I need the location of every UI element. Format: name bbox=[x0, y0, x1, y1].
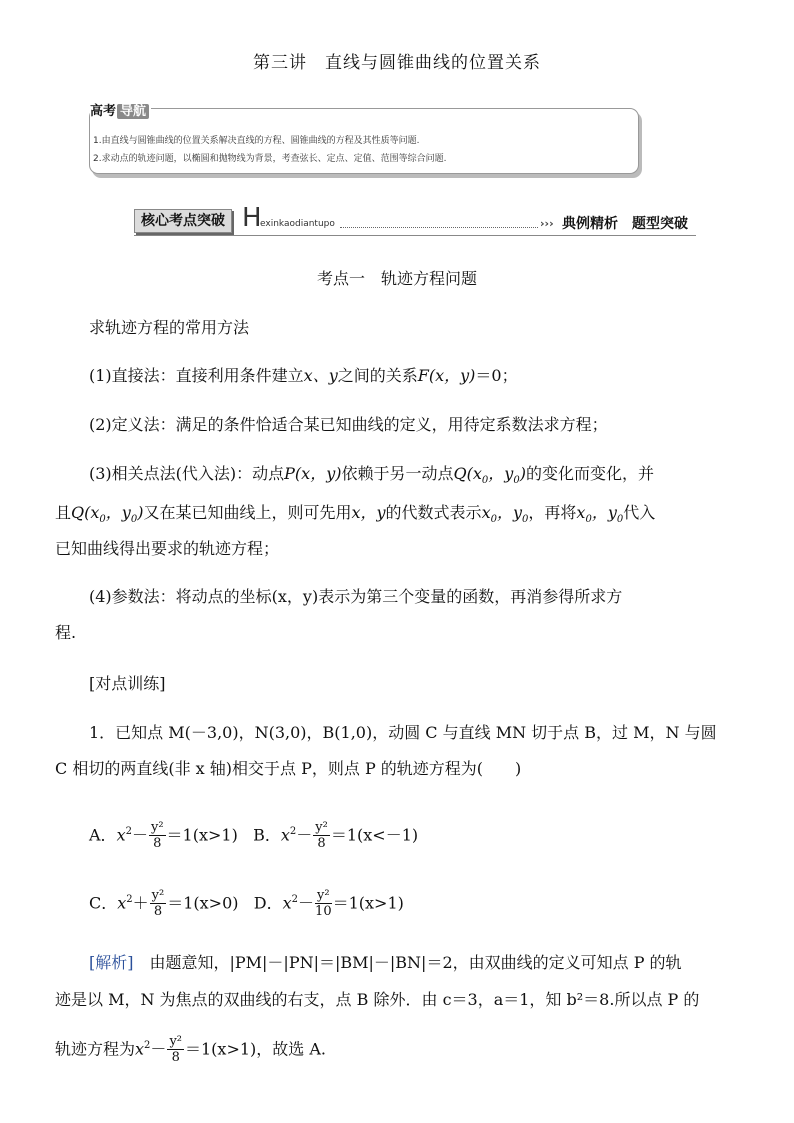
method-3-text-2: 依赖于另一动点 bbox=[341, 464, 454, 483]
option-c-cond: ＝1(x>0) bbox=[167, 893, 239, 913]
option-b-cond: ＝1(x<－1) bbox=[330, 825, 419, 845]
method-1-func: F(x，y) bbox=[417, 366, 476, 385]
analysis-label: [解析] bbox=[89, 953, 134, 972]
method-3-point-q: $Q(x_0$，$y_0$) bbox=[453, 464, 526, 487]
method-3-line-1 bbox=[89, 464, 779, 491]
method-3-x0y0: $x_0$，$y_0$ bbox=[481, 503, 529, 526]
practice-label: [对点训练] bbox=[89, 674, 166, 693]
option-a-num: y² bbox=[150, 820, 164, 836]
option-a-fraction bbox=[149, 820, 166, 851]
option-a-x2: x bbox=[116, 825, 126, 845]
analysis-text-3b: ＝1(x>1)，故选 A. bbox=[185, 1039, 327, 1059]
option-d-x2: x bbox=[282, 893, 292, 913]
method-1-vars: x、y bbox=[303, 366, 338, 385]
method-3-text-3: 的变化而变化，并 bbox=[525, 464, 654, 483]
option-b-label: B． bbox=[253, 825, 281, 845]
option-c-den: 8 bbox=[153, 904, 163, 920]
analysis-text-3a: 轨迹方程为 bbox=[55, 1039, 136, 1059]
analysis-num: y² bbox=[169, 1034, 182, 1050]
question-line-2: C 相切的两直线(非 x 轴)相交于点 P，则点 P 的轨迹方程为( ) bbox=[55, 759, 522, 778]
exam-guide-tag bbox=[90, 100, 151, 119]
analysis-x2: x bbox=[135, 1039, 145, 1059]
option-d-label: D． bbox=[253, 893, 283, 913]
banner-letter: H bbox=[242, 203, 262, 233]
option-d-num: y² bbox=[317, 888, 330, 904]
analysis-line-1 bbox=[89, 953, 779, 973]
banner-right-label: 典例精析 题型突破 bbox=[562, 216, 688, 232]
question-line-1: 1．已知点 M(－3,0)，N(3,0)，B(1,0)，动圆 C 与直线 MN 切于点 B，过 M，N 与圆 bbox=[89, 723, 717, 742]
method-3-xy: x，y bbox=[351, 503, 386, 522]
methods-intro: 求轨迹方程的常用方法 bbox=[89, 318, 250, 337]
section-heading: 考点一 轨迹方程问题 bbox=[316, 269, 477, 288]
method-3-x0y0-2: $x_0$，$y_0$ bbox=[576, 503, 624, 526]
method-3-text: (3)相关点法(代入法)：动点 bbox=[89, 464, 285, 483]
banner-arrows: ››› bbox=[540, 217, 554, 230]
method-3-point-p: P(x，y) bbox=[284, 464, 342, 483]
method-3-line-3: 已知曲线得出要求的轨迹方程； bbox=[55, 539, 280, 558]
banner-underline bbox=[134, 235, 696, 236]
method-4-line-1: (4)参数法：将动点的坐标(x，y)表示为第三个变量的函数，再消参得所求方 bbox=[89, 587, 623, 606]
method-1-text: (1)直接法：直接利用条件建立 bbox=[89, 366, 304, 385]
option-c-label: C． bbox=[89, 893, 118, 913]
method-2: (2)定义法：满足的条件恰适合某已知曲线的定义，用待定系数法求方程； bbox=[89, 415, 608, 434]
banner-left-label: 核心考点突破 bbox=[134, 209, 232, 233]
guide-tag-left: 高考 bbox=[90, 104, 117, 119]
method-3-point-q-2: $Q(x_0$，$y_0$) bbox=[71, 503, 144, 526]
method-1-text-2: 之间的关系 bbox=[337, 366, 418, 385]
options-row-2: C．$x^2+$ $\frac{\text{y²}}{8}$ ＝1(x>0) D．$x^2-$ $\frac{\text{y²}}{10}$ ＝1(x>1) bbox=[89, 888, 404, 920]
analysis-line-3: 轨迹方程为$x^2-$ $\frac{\text{y²}}{8}$ ＝1(x>1)，故选 A. bbox=[55, 1034, 327, 1066]
option-a-den: 8 bbox=[153, 836, 162, 852]
method-4-line-2: 程. bbox=[55, 623, 77, 642]
method-3-text-5: 又在某已知曲线上，则可先用 bbox=[143, 503, 352, 522]
option-d-fraction bbox=[315, 888, 332, 919]
analysis-line-2: 迹是以 M，N 为焦点的双曲线的右支，点 B 除外．由 c＝3，a＝1，知 b²＝8.所以点 P 的 bbox=[55, 990, 700, 1009]
core-banner bbox=[134, 203, 696, 235]
method-3-text-8: 代入 bbox=[623, 503, 656, 522]
analysis-text-1: 由题意知，|PM|－|PN|＝|BM|－|BN|＝2，由双曲线的定义可知点 P 的轨 bbox=[133, 953, 682, 972]
option-b-num: y² bbox=[315, 820, 328, 836]
option-c-fraction bbox=[150, 888, 167, 919]
method-3-line-2 bbox=[55, 503, 745, 530]
analysis-den: 8 bbox=[171, 1050, 180, 1066]
options-row-1: A．$x^2-$ $\frac{\text{y²}}{8}$ ＝1(x>1) B．$x^2-$ $\frac{\text{y²}}{8}$ ＝1(x<－1) bbox=[89, 820, 419, 852]
option-d-cond: ＝1(x>1) bbox=[332, 893, 404, 913]
analysis-fraction bbox=[167, 1034, 184, 1065]
page-title: 第三讲 直线与圆锥曲线的位置关系 bbox=[253, 53, 541, 73]
option-a-label: A． bbox=[89, 825, 117, 845]
guide-tag-right: 导航 bbox=[117, 104, 149, 119]
option-d-den: 10 bbox=[315, 904, 332, 920]
option-b-den: 8 bbox=[317, 836, 326, 852]
option-a-cond: ＝1(x>1) bbox=[166, 825, 238, 845]
method-3-text-4: 且 bbox=[55, 503, 72, 522]
method-1 bbox=[89, 366, 779, 386]
guide-line-2: 2.求动点的轨迹问题，以椭圆和抛物线为背景，考查弦长、定点、定值、范围等综合问题. bbox=[93, 154, 447, 164]
method-3-text-6: 的代数式表示 bbox=[385, 503, 482, 522]
option-b-x2: x bbox=[280, 825, 290, 845]
banner-pinyin: exinkaodiantupo bbox=[260, 219, 335, 229]
method-3-text-7: ，再将 bbox=[528, 503, 577, 522]
guide-line-1: 1.由直线与圆锥曲线的位置关系解决直线的方程、圆锥曲线的方程及其性质等问题. bbox=[93, 136, 420, 146]
option-b-fraction bbox=[313, 820, 330, 851]
method-1-text-3: ＝0； bbox=[475, 366, 518, 385]
option-c-num: y² bbox=[151, 888, 165, 904]
option-c-x2: x bbox=[117, 893, 127, 913]
banner-dotted-line bbox=[340, 227, 538, 228]
